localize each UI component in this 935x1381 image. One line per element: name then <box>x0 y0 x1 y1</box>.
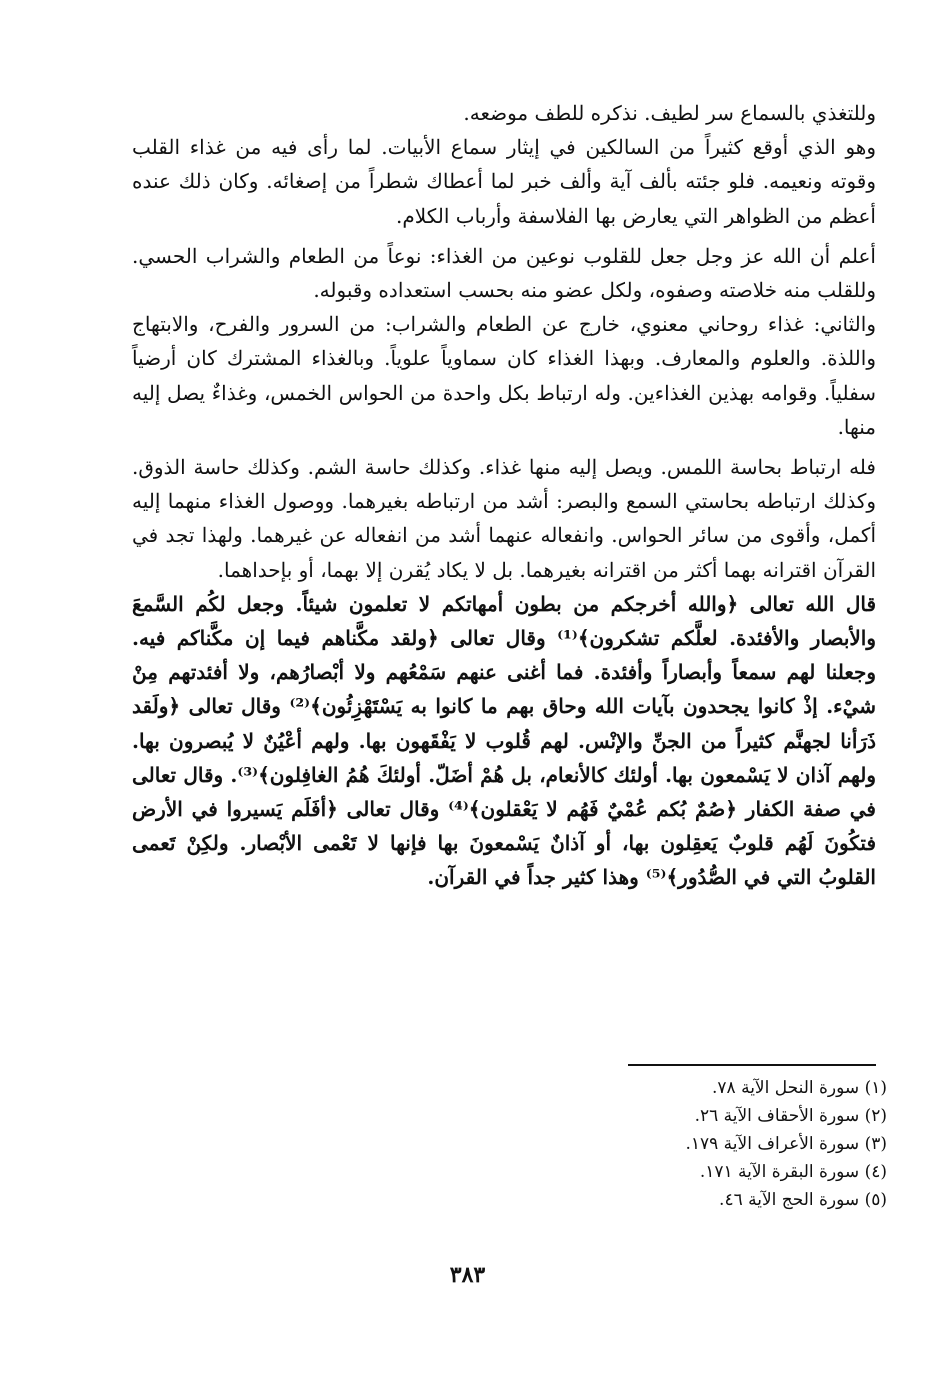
footnote-divider <box>628 1064 876 1066</box>
footnote-item: (٣) سورة الأعراف الآية ١٧٩. <box>685 1134 887 1154</box>
paragraph: أعلم أن الله عز وجل جعل للقلوب نوعين من الغذاء: نوعاً من الطعام والشراب الحسي. وللقلب منه خلاصته وصفوه، ولكل عضو منه بحسب استعداده وقبوله. <box>132 243 876 303</box>
footnotes <box>507 1074 887 1214</box>
footnote-item: (١) سورة النحل الآية ٧٨. <box>712 1078 887 1098</box>
footnote-item: (٤) سورة البقرة الآية ١٧١. <box>699 1162 887 1182</box>
main-text <box>132 96 876 895</box>
paragraph: وهو الذي أوقع كثيراً من السالكين في إيثار سماع الأبيات. لما رأى فيه من غذاء القلب وقوته ونعيمه. فلو جئته بألف آية وألف خبر لما أعطاك شطراً من إصغائه. وكان ذلك عنده أعظم من الظواهر التي يعارض بها الفلاسفة وأرباب الكلام. <box>132 135 876 228</box>
footnote-item: (٢) سورة الأحقاف الآية ٢٦. <box>694 1106 887 1126</box>
paragraph: فله ارتباط بحاسة اللمس. ويصل إليه منها غذاء. وكذلك حاسة الشم. وكذلك حاسة الذوق. وكذلك ارتباطه بحاستي السمع والبصر: أشد من ارتباطه بغيرهما. ووصول الغذاء منهما إليه أكمل، وأقوى من سائر الحواس. وانفعاله عنهما أشد من انفعاله عن غيرهما. ولهذا تجد في القرآن اقترانه بهما أكثر من اقترانه بغيرهما. بل لا يكاد يُقرن إلا بهما، أو بإحداهما. <box>132 455 876 582</box>
paragraph: وللتغذي بالسماع سر لطيف. نذكره للطف موضعه. <box>463 101 876 125</box>
page-number: ٣٨٣ <box>449 1262 486 1288</box>
paragraph-quran-quotes: قال الله تعالى ﴿والله أخرجكم من بطون أمهاتكم لا تعلمون شيئاً. وجعل لكُم السَّمعَ والأبصار والأفئدة. لعلَّكم تشكرون﴾⁽¹⁾ وقال تعالى ﴿ولقد مكَّناهم فيما إن مكَّناكم فيه. وجعلنا لهم سمعاً وأبصاراً وأفئدة. فما أغنى عنهم سَمْعُهم ولا أبْصارُهم، ولا أفئدتهم مِنْ شيْء. إذْ كانوا يجحدون بآيات الله وحاق بهم ما كانوا به يَسْتَهْزِئُون﴾⁽²⁾ وقال تعالى ﴿ولَقد ذَرَأنا لجهنَّم كثيراً من الجنِّ والإنْس. لهم قُلوب لا يَفْقَهون بها. ولهم أعْيُنٌ لا يُبصرون بها. ولهم آذان لا يَسْمعون بها. أولئك كالأنعام، بل هُمْ أضَلّ. أولئكَ هُمُ الغافِلون﴾⁽³⁾. وقال تعالى في صفة الكفار ﴿صُمٌ بُكم عُمْيٌ فَهُم لا يَعْقلون﴾⁽⁴⁾ وقال تعالى ﴿أفَلَم يَسيروا في الأرض فتكُونَ لَهُم قلوبٌ يَعقِلون بها، أو آذانٌ يَسْمعونَ بها فإنها لا تَعْمى الأبْصار. ولكِنْ تَعمى القلوبُ التي في الصُّدُور﴾⁽⁵⁾ وهذا كثير جداً في القرآن. <box>132 591 877 890</box>
footnote-item: (٥) سورة الحج الآية ٤٦. <box>719 1190 887 1210</box>
paragraph: والثاني: غذاء روحاني معنوي، خارج عن الطعام والشراب: من السرور والفرح، والابتهاج واللذة. والعلوم والمعارف. وبهذا الغذاء كان سماوياً علوياً. وبالغذاء المشترك كان أرضياً سفلياً. وقوامه بهذين الغذاءين. وله ارتباط بكل واحدة من الحواس الخمس، وغذاءٌ يصل إليه منها. <box>132 312 876 439</box>
